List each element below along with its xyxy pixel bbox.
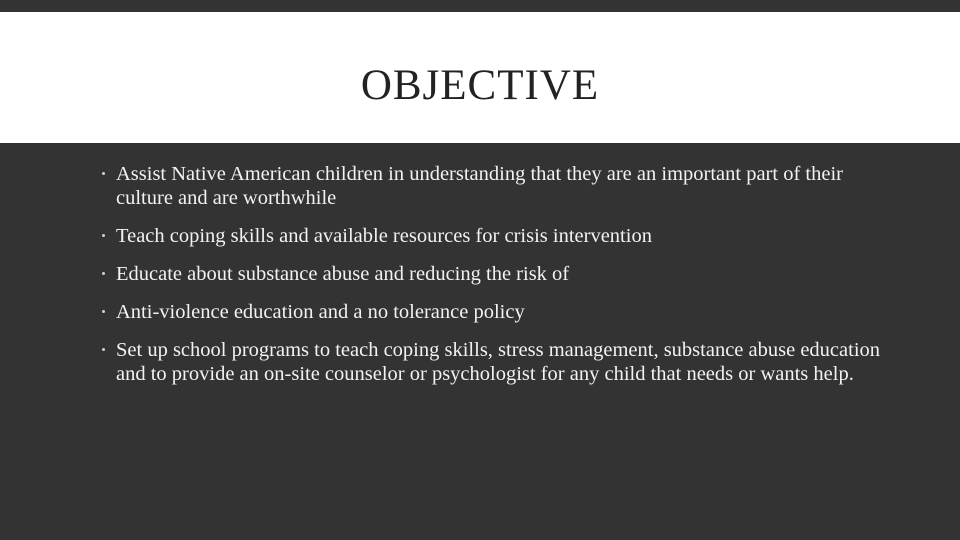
- bullet-dot-icon: [102, 272, 105, 275]
- bullet-item: [102, 300, 882, 324]
- bullet-item: [102, 262, 882, 286]
- bullet-dot-icon: [102, 172, 105, 175]
- bullet-item: [102, 338, 882, 386]
- bullet-text: Anti-violence education and a no tolerance policy: [116, 301, 525, 323]
- bullet-dot-icon: [102, 234, 105, 237]
- bullet-text: Assist Native American children in understanding that they are an important part of their culture and are worthwhile: [116, 163, 843, 209]
- bullet-text: Set up school programs to teach coping skills, stress management, substance abuse education and to provide an on-site counselor or psychologist for any child that needs or wants help.: [116, 339, 881, 385]
- bullet-dot-icon: [102, 310, 105, 313]
- bullet-text: Educate about substance abuse and reducing the risk of: [116, 263, 570, 285]
- bullet-item: [102, 162, 882, 210]
- bullet-text: Teach coping skills and available resources for crisis intervention: [116, 225, 652, 247]
- title-band: [0, 12, 960, 143]
- slide-title: OBJECTIVE: [360, 62, 600, 109]
- bullet-item: [102, 224, 882, 248]
- bullet-dot-icon: [102, 348, 105, 351]
- bullet-list: [102, 162, 882, 400]
